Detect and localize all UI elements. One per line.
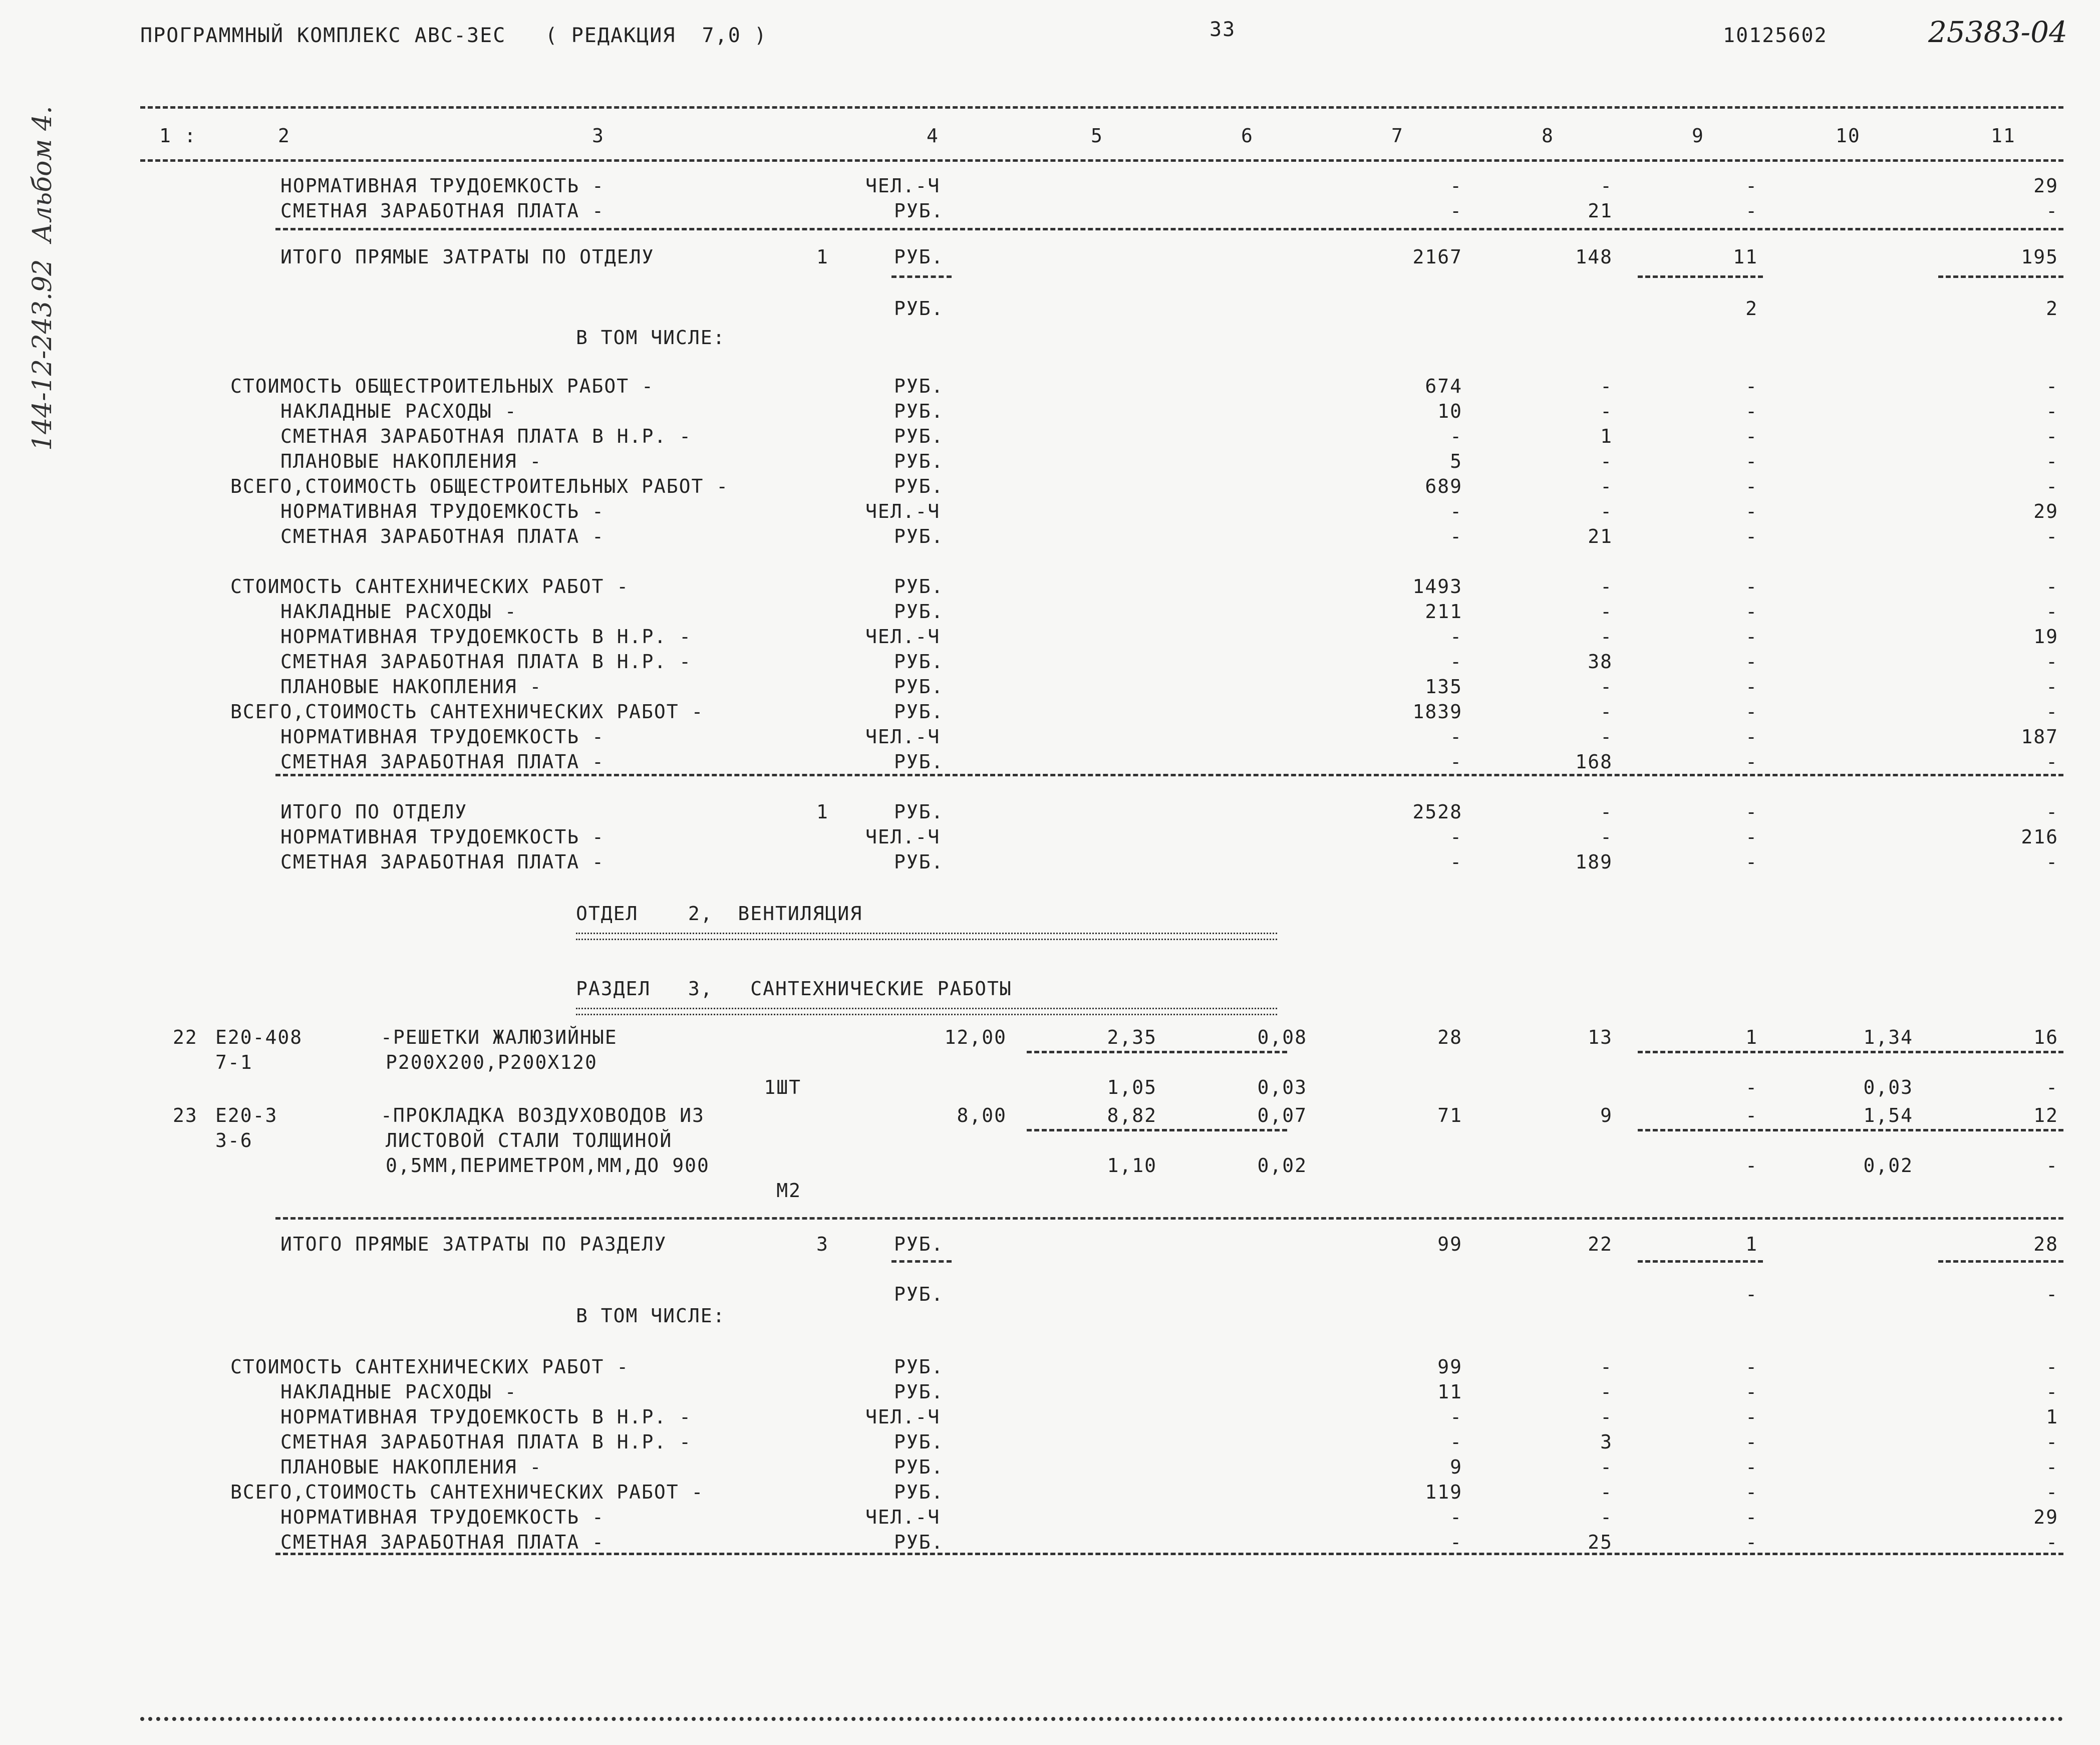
row-unit: ЧЕЛ.-Ч: [865, 826, 941, 848]
col-5: 5: [1091, 125, 1103, 147]
row-unit: РУБ.: [894, 851, 944, 873]
item-name: -ПРОКЛАДКА ВОЗДУХОВОДОВ ИЗ: [381, 1104, 705, 1126]
col-8: 8: [1542, 125, 1554, 147]
row-unit: РУБ.: [894, 400, 944, 422]
row-value-c11: -: [2046, 851, 2058, 873]
row-value-c11: -: [2046, 1481, 2058, 1503]
row-value-c11: -: [2046, 751, 2058, 773]
rule: [1027, 1051, 1287, 1053]
row-value-c11: -: [2046, 1356, 2058, 1378]
row-description: СМЕТНАЯ ЗАРАБОТНАЯ ПЛАТА В Н.Р. -: [280, 1431, 692, 1453]
item-unit: 1ШТ: [764, 1076, 801, 1098]
row-value-c9: -: [1745, 1406, 1758, 1428]
row-unit: РУБ.: [894, 1233, 944, 1255]
row-value-c11: -: [2046, 1531, 2058, 1553]
item-value-c5: 2,35: [1107, 1026, 1157, 1048]
row-value-c11: 29: [2033, 1506, 2058, 1528]
row-description: СМЕТНАЯ ЗАРАБОТНАЯ ПЛАТА -: [280, 751, 605, 773]
item-sub-s6: 0,03: [1257, 1076, 1307, 1098]
row-value-c11: -: [2046, 525, 2058, 547]
item-value-c10: 1,34: [1863, 1026, 1913, 1048]
row-value-c7: 5: [1450, 450, 1462, 472]
row-value-c7: 9: [1450, 1456, 1462, 1478]
row-value-c11: -: [2046, 801, 2058, 823]
row-value-c8: -: [1600, 801, 1613, 823]
row-description: СТОИМОСТЬ ОБЩЕСТРОИТЕЛЬНЫХ РАБОТ -: [230, 375, 654, 397]
row-unit: РУБ.: [894, 801, 944, 823]
row-value-c11: -: [2046, 575, 2058, 598]
row-value-c7: -: [1450, 1506, 1462, 1528]
row-number: 1: [816, 246, 829, 268]
item-sub-s11: -: [2046, 1076, 2058, 1098]
row-unit: ЧЕЛ.-Ч: [865, 500, 941, 522]
item-code-sub: 3-6: [215, 1129, 253, 1151]
row-value-c9: -: [1745, 1431, 1758, 1453]
item-code-sub: 7-1: [215, 1051, 253, 1073]
program-title: ПРОГРАММНЫЙ КОМПЛЕКС АВС-ЗЕС ( РЕДАКЦИЯ 7,0 ): [140, 24, 767, 47]
row-description: ИТОГО ПО ОТДЕЛУ: [280, 801, 468, 823]
row-value-c9: -: [1745, 1531, 1758, 1553]
row-value-c7: -: [1450, 751, 1462, 773]
row-value-c11: 187: [2021, 726, 2058, 748]
row-value-c8: -: [1600, 450, 1613, 472]
item-name-line3: 0,5ММ,ПЕРИМЕТРОМ,ММ,ДО 900: [386, 1154, 710, 1177]
row-value-c9: -: [1745, 751, 1758, 773]
row-value-c11: 29: [2033, 175, 2058, 197]
row-value-c9: 1: [1745, 1233, 1758, 1255]
row-description: ПЛАНОВЫЕ НАКОПЛЕНИЯ -: [280, 450, 542, 472]
row-unit: РУБ.: [894, 200, 944, 222]
item-sub-s5: 1,10: [1107, 1154, 1157, 1177]
row-value-c8: 22: [1588, 1233, 1613, 1255]
page-footer-rule: [140, 1717, 2063, 1721]
row-value-c8: 38: [1588, 651, 1613, 673]
row-unit: РУБ.: [894, 425, 944, 447]
col-1: 1: [159, 125, 172, 147]
item-value-c4: 12,00: [944, 1026, 1007, 1048]
row-value-c8: -: [1600, 626, 1613, 648]
header-rule-bottom: [140, 159, 2063, 162]
item-value-c11: 12: [2033, 1104, 2058, 1126]
row-value-c8: -: [1600, 375, 1613, 397]
row-value-c8: 148: [1575, 246, 1613, 268]
v-tom-chisle: В ТОМ ЧИСЛЕ:: [576, 327, 726, 349]
row-unit: ЧЕЛ.-Ч: [865, 726, 941, 748]
row-value-c9: -: [1745, 1283, 1758, 1305]
item-number: 22: [173, 1026, 198, 1048]
row-value-c7: -: [1450, 175, 1462, 197]
row-value-c7: 689: [1425, 475, 1462, 497]
row-value-c9: -: [1745, 726, 1758, 748]
row-value-c9: 2: [1745, 298, 1758, 320]
row-description: СТОИМОСТЬ САНТЕХНИЧЕСКИХ РАБОТ -: [230, 575, 630, 598]
row-value-c8: 189: [1575, 851, 1613, 873]
item-sub-s6: 0,02: [1257, 1154, 1307, 1177]
row-value-c8: -: [1600, 500, 1613, 522]
col-10: 10: [1836, 125, 1861, 147]
row-value-c9: -: [1745, 375, 1758, 397]
row-unit: РУБ.: [894, 1456, 944, 1478]
rule: [1638, 1260, 1763, 1263]
row-value-c7: -: [1450, 500, 1462, 522]
rule: [891, 275, 952, 278]
row-description: СМЕТНАЯ ЗАРАБОТНАЯ ПЛАТА -: [280, 525, 605, 547]
row-value-c8: -: [1600, 475, 1613, 497]
rule: [1027, 1129, 1287, 1131]
rule: [275, 1217, 2063, 1220]
row-value-c8: -: [1600, 726, 1613, 748]
item-value-c9: 1: [1745, 1026, 1758, 1048]
row-value-c9: -: [1745, 575, 1758, 598]
row-value-c7: -: [1450, 1531, 1462, 1553]
otdel-underline: [576, 933, 1277, 940]
row-description: ПЛАНОВЫЕ НАКОПЛЕНИЯ -: [280, 676, 542, 698]
row-value-c7: 99: [1437, 1356, 1462, 1378]
row-value-c7: 2528: [1412, 801, 1462, 823]
item-sub-s9: -: [1745, 1076, 1758, 1098]
item-sub-s9: -: [1745, 1154, 1758, 1177]
row-description: ВСЕГО,СТОИМОСТЬ САНТЕХНИЧЕСКИХ РАБОТ -: [230, 701, 704, 723]
rule: [275, 1553, 2063, 1555]
row-value-c8: 21: [1588, 525, 1613, 547]
row-value-c7: 99: [1437, 1233, 1462, 1255]
row-value-c7: -: [1450, 1431, 1462, 1453]
rule: [1638, 1051, 2063, 1053]
row-unit: РУБ.: [894, 676, 944, 698]
row-value-c9: -: [1745, 1456, 1758, 1478]
row-value-c8: 3: [1600, 1431, 1613, 1453]
row-value-c9: -: [1745, 500, 1758, 522]
document-number: 25383-04: [1928, 15, 2067, 49]
row-description: СМЕТНАЯ ЗАРАБОТНАЯ ПЛАТА В Н.Р. -: [280, 425, 692, 447]
row-description: НОРМАТИВНАЯ ТРУДОЕМКОСТЬ -: [280, 726, 605, 748]
row-value-c11: 19: [2033, 626, 2058, 648]
item-value-c10: 1,54: [1863, 1104, 1913, 1126]
razdel-underline: [576, 1008, 1277, 1015]
row-value-c9: -: [1745, 1481, 1758, 1503]
row-value-c9: -: [1745, 826, 1758, 848]
row-value-c11: -: [2046, 1431, 2058, 1453]
row-unit: РУБ.: [894, 246, 944, 268]
row-value-c11: 2: [2046, 298, 2058, 320]
row-value-c11: -: [2046, 200, 2058, 222]
row-value-c8: 25: [1588, 1531, 1613, 1553]
row-description: СМЕТНАЯ ЗАРАБОТНАЯ ПЛАТА В Н.Р. -: [280, 651, 692, 673]
row-description: НОРМАТИВНАЯ ТРУДОЕМКОСТЬ -: [280, 500, 605, 522]
row-value-c7: 119: [1425, 1481, 1462, 1503]
item-sub-s11: -: [2046, 1154, 2058, 1177]
item-name: -РЕШЕТКИ ЖАЛЮЗИЙНЫЕ: [381, 1026, 618, 1048]
row-value-c9: -: [1745, 450, 1758, 472]
row-value-c11: -: [2046, 400, 2058, 422]
item-number: 23: [173, 1104, 198, 1126]
row-description: НАКЛАДНЫЕ РАСХОДЫ -: [280, 601, 517, 623]
item-value-c9: -: [1745, 1104, 1758, 1126]
rule: [1638, 275, 1763, 278]
col-7: 7: [1391, 125, 1404, 147]
row-value-c11: -: [2046, 701, 2058, 723]
row-value-c7: -: [1450, 726, 1462, 748]
row-unit: РУБ.: [894, 751, 944, 773]
row-value-c11: -: [2046, 375, 2058, 397]
row-value-c7: -: [1450, 651, 1462, 673]
row-value-c11: -: [2046, 676, 2058, 698]
row-value-c7: 135: [1425, 676, 1462, 698]
row-value-c8: -: [1600, 1381, 1613, 1403]
row-value-c9: -: [1745, 525, 1758, 547]
row-value-c8: -: [1600, 1456, 1613, 1478]
row-value-c7: -: [1450, 826, 1462, 848]
side-note: 144-12-243.92 Альбом 4.: [28, 106, 58, 451]
row-value-c9: -: [1745, 1381, 1758, 1403]
row-unit: ЧЕЛ.-Ч: [865, 175, 941, 197]
row-description: СМЕТНАЯ ЗАРАБОТНАЯ ПЛАТА -: [280, 851, 605, 873]
row-description: СМЕТНАЯ ЗАРАБОТНАЯ ПЛАТА -: [280, 1531, 605, 1553]
row-value-c9: -: [1745, 400, 1758, 422]
item-value-c6: 0,07: [1257, 1104, 1307, 1126]
row-value-c11: -: [2046, 1456, 2058, 1478]
row-value-c9: -: [1745, 475, 1758, 497]
row-value-c9: -: [1745, 701, 1758, 723]
row-unit: РУБ.: [894, 1531, 944, 1553]
row-unit: РУБ.: [894, 1431, 944, 1453]
row-unit: ЧЕЛ.-Ч: [865, 1406, 941, 1428]
row-unit: РУБ.: [894, 525, 944, 547]
row-value-c7: 1839: [1412, 701, 1462, 723]
rule: [1938, 1260, 2063, 1263]
row-value-c9: -: [1745, 175, 1758, 197]
row-value-c7: 10: [1437, 400, 1462, 422]
col-2: 2: [278, 125, 290, 147]
row-value-c8: 168: [1575, 751, 1613, 773]
row-description: ИТОГО ПРЯМЫЕ ЗАТРАТЫ ПО ОТДЕЛУ: [280, 246, 655, 268]
row-description: НОРМАТИВНАЯ ТРУДОЕМКОСТЬ -: [280, 175, 605, 197]
row-value-c8: -: [1600, 676, 1613, 698]
col-11: 11: [1991, 125, 2016, 147]
row-description: НАКЛАДНЫЕ РАСХОДЫ -: [280, 1381, 517, 1403]
row-unit: РУБ.: [894, 701, 944, 723]
item-value-c6: 0,08: [1257, 1026, 1307, 1048]
item-value-c11: 16: [2033, 1026, 2058, 1048]
row-description: НОРМАТИВНАЯ ТРУДОЕМКОСТЬ В Н.Р. -: [280, 1406, 692, 1428]
row-value-c11: 195: [2021, 246, 2058, 268]
row-value-c11: 1: [2046, 1406, 2058, 1428]
row-description: ВСЕГО,СТОИМОСТЬ ОБЩЕСТРОИТЕЛЬНЫХ РАБОТ -: [230, 475, 729, 497]
row-value-c7: 11: [1437, 1381, 1462, 1403]
row-value-c11: -: [2046, 450, 2058, 472]
row-value-c11: 28: [2033, 1233, 2058, 1255]
row-number: 1: [816, 801, 829, 823]
item-value-c8: 9: [1600, 1104, 1613, 1126]
row-value-c8: -: [1600, 601, 1613, 623]
row-value-c8: -: [1600, 1481, 1613, 1503]
row-value-c9: -: [1745, 651, 1758, 673]
row-description: НАКЛАДНЫЕ РАСХОДЫ -: [280, 400, 517, 422]
row-value-c9: -: [1745, 425, 1758, 447]
row-unit: РУБ.: [894, 298, 944, 320]
item-unit: М2: [776, 1180, 801, 1202]
rule: [275, 228, 2063, 230]
row-value-c7: 1493: [1412, 575, 1462, 598]
otdel-title: ОТДЕЛ 2, ВЕНТИЛЯЦИЯ: [576, 903, 863, 925]
row-value-c8: -: [1600, 175, 1613, 197]
razdel-title: РАЗДЕЛ 3, САНТЕХНИЧЕСКИЕ РАБОТЫ: [576, 978, 1012, 1000]
row-value-c7: 2167: [1412, 246, 1462, 268]
row-unit: РУБ.: [894, 1283, 944, 1305]
rule: [275, 774, 2063, 776]
row-unit: РУБ.: [894, 651, 944, 673]
item-value-c4: 8,00: [957, 1104, 1007, 1126]
row-unit: ЧЕЛ.-Ч: [865, 626, 941, 648]
row-value-c7: -: [1450, 425, 1462, 447]
row-description: СМЕТНАЯ ЗАРАБОТНАЯ ПЛАТА -: [280, 200, 605, 222]
item-sub-s10: 0,02: [1863, 1154, 1913, 1177]
row-unit: ЧЕЛ.-Ч: [865, 1506, 941, 1528]
row-unit: РУБ.: [894, 450, 944, 472]
item-name-line2: Р200Х200,Р200Х120: [386, 1051, 597, 1073]
rule: [1638, 1129, 2063, 1131]
row-unit: РУБ.: [894, 1481, 944, 1503]
row-description: НОРМАТИВНАЯ ТРУДОЕМКОСТЬ В Н.Р. -: [280, 626, 692, 648]
item-value-c5: 8,82: [1107, 1104, 1157, 1126]
row-description: НОРМАТИВНАЯ ТРУДОЕМКОСТЬ -: [280, 1506, 605, 1528]
row-value-c7: -: [1450, 1406, 1462, 1428]
row-value-c7: 211: [1425, 601, 1462, 623]
item-code: Е20-3: [215, 1104, 278, 1126]
row-unit: РУБ.: [894, 1356, 944, 1378]
document-code: 10125602: [1723, 24, 1828, 47]
row-value-c8: -: [1600, 1356, 1613, 1378]
row-value-c8: -: [1600, 826, 1613, 848]
row-value-c11: -: [2046, 601, 2058, 623]
rule: [891, 1260, 952, 1263]
item-value-c7: 71: [1437, 1104, 1462, 1126]
row-value-c7: -: [1450, 200, 1462, 222]
row-value-c8: -: [1600, 575, 1613, 598]
row-value-c8: 1: [1600, 425, 1613, 447]
row-unit: РУБ.: [894, 575, 944, 598]
col-3: 3: [592, 125, 605, 147]
row-value-c7: -: [1450, 626, 1462, 648]
col-6: 6: [1241, 125, 1254, 147]
row-value-c9: -: [1745, 1506, 1758, 1528]
row-value-c11: 216: [2021, 826, 2058, 848]
row-value-c9: -: [1745, 200, 1758, 222]
v-tom-chisle: В ТОМ ЧИСЛЕ:: [576, 1305, 726, 1327]
row-value-c9: -: [1745, 676, 1758, 698]
row-description: СТОИМОСТЬ САНТЕХНИЧЕСКИХ РАБОТ -: [230, 1356, 630, 1378]
row-description: ВСЕГО,СТОИМОСТЬ САНТЕХНИЧЕСКИХ РАБОТ -: [230, 1481, 704, 1503]
item-sub-s10: 0,03: [1863, 1076, 1913, 1098]
row-unit: РУБ.: [894, 601, 944, 623]
row-value-c8: 21: [1588, 200, 1613, 222]
row-unit: РУБ.: [894, 475, 944, 497]
row-value-c9: 11: [1733, 246, 1758, 268]
row-description: НОРМАТИВНАЯ ТРУДОЕМКОСТЬ -: [280, 826, 605, 848]
item-name-line2: ЛИСТОВОЙ СТАЛИ ТОЛЩИНОЙ: [386, 1129, 673, 1151]
row-value-c7: 674: [1425, 375, 1462, 397]
col-sep: :: [184, 125, 197, 147]
row-value-c8: -: [1600, 701, 1613, 723]
row-value-c9: -: [1745, 601, 1758, 623]
row-unit: РУБ.: [894, 375, 944, 397]
row-value-c9: -: [1745, 851, 1758, 873]
row-value-c11: -: [2046, 1381, 2058, 1403]
row-value-c11: 29: [2033, 500, 2058, 522]
row-value-c7: -: [1450, 525, 1462, 547]
row-value-c7: -: [1450, 851, 1462, 873]
row-value-c9: -: [1745, 801, 1758, 823]
item-sub-s5: 1,05: [1107, 1076, 1157, 1098]
row-value-c9: -: [1745, 626, 1758, 648]
row-description: ИТОГО ПРЯМЫЕ ЗАТРАТЫ ПО РАЗДЕЛУ: [280, 1233, 667, 1255]
row-unit: РУБ.: [894, 1381, 944, 1403]
row-value-c11: -: [2046, 475, 2058, 497]
page-number: 33: [1210, 18, 1236, 41]
header-rule-top: [140, 106, 2063, 109]
item-code: Е20-408: [215, 1026, 303, 1048]
row-value-c11: -: [2046, 1283, 2058, 1305]
row-value-c11: -: [2046, 425, 2058, 447]
item-value-c7: 28: [1437, 1026, 1462, 1048]
col-9: 9: [1692, 125, 1704, 147]
row-value-c11: -: [2046, 651, 2058, 673]
item-value-c8: 13: [1588, 1026, 1613, 1048]
rule: [1938, 275, 2063, 278]
row-value-c8: -: [1600, 1506, 1613, 1528]
col-4: 4: [927, 125, 939, 147]
row-value-c8: -: [1600, 400, 1613, 422]
row-value-c8: -: [1600, 1406, 1613, 1428]
row-value-c9: -: [1745, 1356, 1758, 1378]
row-description: ПЛАНОВЫЕ НАКОПЛЕНИЯ -: [280, 1456, 542, 1478]
row-number: 3: [816, 1233, 829, 1255]
